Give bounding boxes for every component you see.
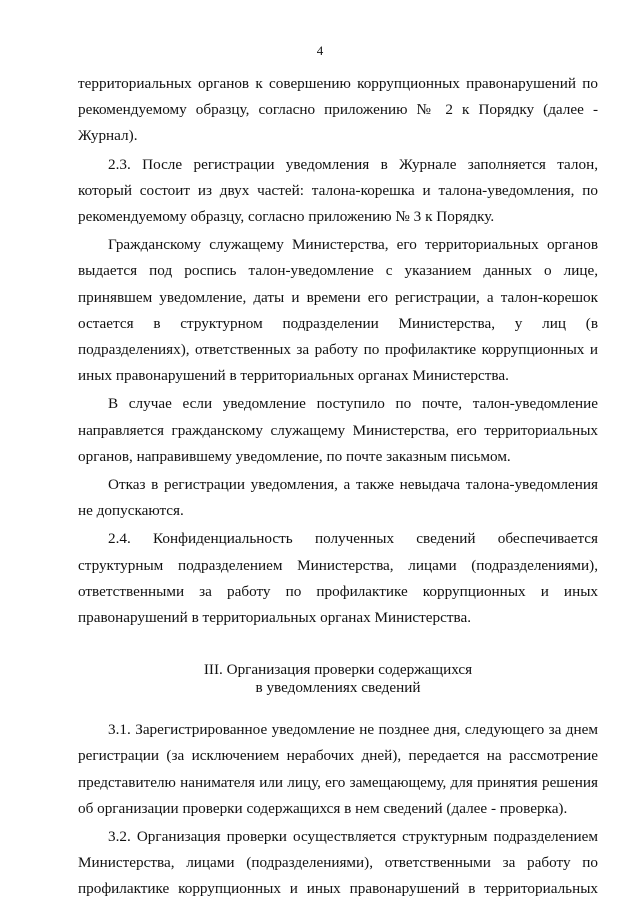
section-title bbox=[78, 661, 598, 697]
paragraph-talon-issue: Гражданскому служащему Министерства, его территориальных органов выдается под роспись талон-уведомление с указанием данных о лице, принявшем уведомление, даты и времени его регистрации, а талон-корешок остается в структурном подразделении Министерства, у лиц (в подразделениях), ответственных за работу по профилактике коррупционных и иных правонарушений в территориальных органах Министерства. bbox=[78, 236, 598, 385]
page-number: 4 bbox=[316, 43, 324, 58]
paragraph-2-3: 2.3. После регистрации уведомления в Журнале заполняется талон, который состоит из двух частей: талона-корешка и талона-уведомления, по рекомендуемому образцу, согласно приложению № 3 к Порядку. bbox=[78, 155, 598, 226]
section-title-line-1: III. Организация проверки содержащихся bbox=[203, 661, 473, 679]
document-body bbox=[78, 71, 598, 903]
paragraph-continuation: территориальных органов к совершению коррупционных правонарушений по рекомендуемому образцу, согласно приложению № 2 к Порядку (далее - Журнал). bbox=[78, 75, 598, 145]
paragraph-3-1: 3.1. Зарегистрированное уведомление не позднее дня, следующего за днем регистрации (за исключением нерабочих дней), передается на рассмотрение представителю нанимателя или лицу, его замещающему, для принятия решения об организации проверки содержащихся в нем сведений (далее - проверка). bbox=[78, 721, 598, 817]
paragraph-refusal: Отказ в регистрации уведомления, а также невыдача талона-уведомления не допускаются. bbox=[78, 476, 598, 520]
section-title-line-2: в уведомлениях сведений bbox=[255, 679, 421, 697]
paragraph-mail-case: В случае если уведомление поступило по почте, талон-уведомление направляется гражданскому служащему Министерства, его территориальных органов, направившему уведомление, по почте заказным письмом. bbox=[78, 395, 598, 465]
paragraph-2-4: 2.4. Конфиденциальность полученных сведений обеспечивается структурным подразделением Министерства, лицами (подразделениями), ответственными за работу по профилактике коррупционных и иных правонарушений в территориальных органах Министерства. bbox=[78, 530, 598, 627]
paragraph-3-2: 3.2. Организация проверки осуществляется структурным подразделением Министерства, лицами (подразделениями), ответственными за работу по профилактике коррупционных и иных правонарушений в территориальных bbox=[78, 828, 598, 898]
